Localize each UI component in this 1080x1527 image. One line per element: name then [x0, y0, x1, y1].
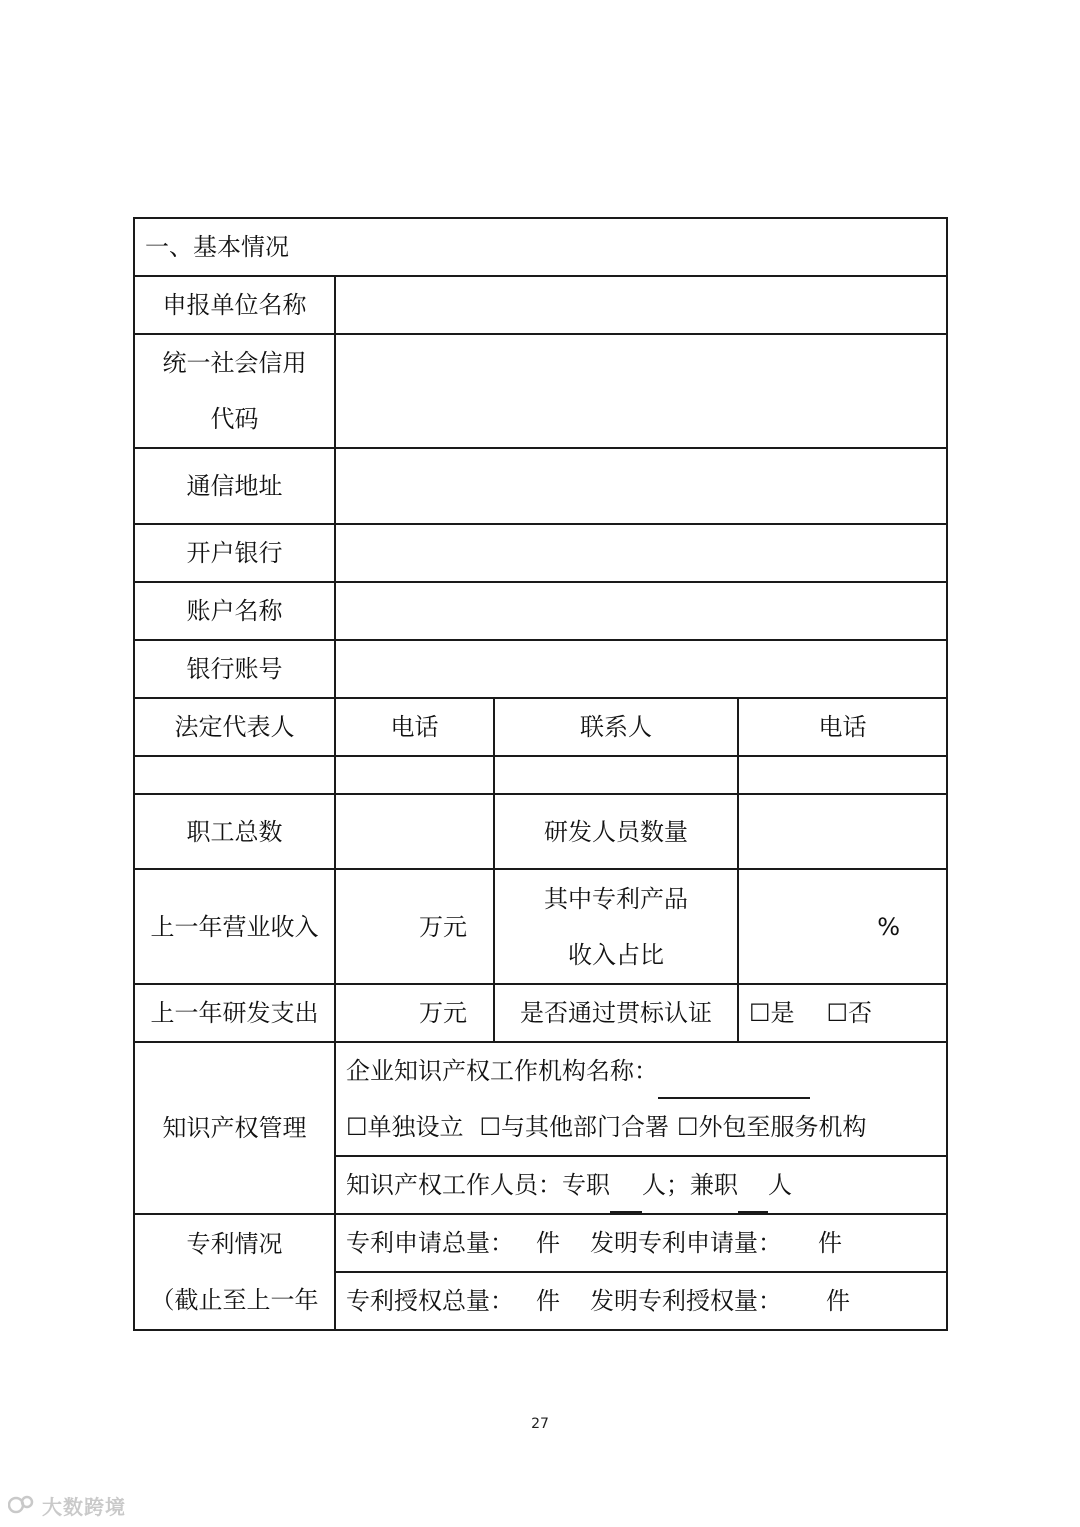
field-account-name[interactable]	[335, 582, 947, 640]
patent-grant-cell	[335, 1272, 947, 1330]
label-patent	[134, 1214, 335, 1330]
field-phone-1[interactable]	[335, 756, 494, 794]
label-revenue: 上一年营业收入	[134, 869, 335, 984]
label-invention-apply: 发明专利申请量：	[590, 1229, 782, 1257]
label-account-no: 银行账号	[134, 640, 335, 698]
patent-apply-cell	[335, 1214, 947, 1272]
label-credit-code	[134, 334, 335, 448]
label-rd-expense: 上一年研发支出	[134, 984, 335, 1042]
watermark-text: 大数跨境	[42, 1494, 126, 1519]
ip-org-cell	[335, 1042, 947, 1156]
label-patent-line1: 专利情况	[186, 1230, 283, 1258]
basic-info-form	[133, 217, 948, 1331]
invention-grant-unit: 件	[826, 1287, 850, 1315]
label-patent-ratio	[494, 869, 738, 984]
label-apply-total: 专利申请总量：	[346, 1229, 514, 1257]
cert-options	[738, 984, 947, 1042]
label-unit-name: 申报单位名称	[134, 276, 335, 334]
section-title: 一、基本情况	[134, 218, 947, 276]
field-account-no[interactable]	[335, 640, 947, 698]
label-address: 通信地址	[134, 448, 335, 524]
field-rd-staff[interactable]	[738, 794, 947, 869]
field-revenue[interactable]	[335, 869, 494, 984]
field-address[interactable]	[335, 448, 947, 524]
label-grant-total: 专利授权总量：	[346, 1287, 514, 1315]
opt-independent-checkbox[interactable]: ☐单独设立	[346, 1113, 464, 1141]
field-ip-org-name[interactable]	[658, 1059, 810, 1099]
label-ip-staff-suffix: 人	[768, 1171, 792, 1199]
cert-yes-checkbox[interactable]: ☐是	[749, 999, 795, 1027]
field-bank[interactable]	[335, 524, 947, 582]
field-patent-ratio[interactable]	[738, 869, 947, 984]
opt-joint-checkbox[interactable]: ☐与其他部门合署	[479, 1113, 670, 1141]
invention-apply-unit: 件	[818, 1229, 842, 1257]
page-number: 27	[531, 1416, 549, 1432]
label-invention-grant: 发明专利授权量：	[590, 1287, 782, 1315]
apply-total-unit: 件	[536, 1229, 560, 1257]
percent-sign: %	[877, 912, 900, 941]
field-credit-code[interactable]	[335, 334, 947, 448]
label-patent-ratio-line1: 其中专利产品	[544, 884, 688, 913]
label-patent-ratio-line2: 收入占比	[568, 940, 664, 969]
label-ip-staff: 知识产权工作人员：专职	[346, 1171, 610, 1199]
label-ip-mgmt: 知识产权管理	[134, 1042, 335, 1214]
label-credit-code-line2: 代码	[210, 405, 259, 433]
ip-staff-cell	[335, 1156, 947, 1214]
field-staff-total[interactable]	[335, 794, 494, 869]
label-credit-code-line1: 统一社会信用	[162, 349, 307, 377]
field-rd-expense[interactable]	[335, 984, 494, 1042]
label-bank: 开户银行	[134, 524, 335, 582]
label-cert: 是否通过贯标认证	[494, 984, 738, 1042]
label-rd-staff: 研发人员数量	[494, 794, 738, 869]
watermark	[8, 1490, 148, 1520]
opt-outsource-checkbox[interactable]: ☐外包至服务机构	[677, 1113, 867, 1141]
label-account-name: 账户名称	[134, 582, 335, 640]
rd-expense-unit: 万元	[419, 999, 467, 1027]
label-patent-line2: （截止至上一年	[150, 1286, 319, 1314]
label-phone-2: 电话	[738, 698, 947, 756]
watermark-logo-icon	[8, 1494, 36, 1516]
revenue-unit: 万元	[419, 912, 467, 941]
field-fulltime-count[interactable]	[610, 1173, 642, 1213]
field-contact[interactable]	[494, 756, 738, 794]
label-phone-1: 电话	[335, 698, 494, 756]
label-staff-total: 职工总数	[134, 794, 335, 869]
label-ip-staff-mid: 人；兼职	[642, 1171, 738, 1199]
cert-no-checkbox[interactable]: ☐否	[826, 999, 873, 1027]
field-unit-name[interactable]	[335, 276, 947, 334]
label-legal-rep: 法定代表人	[134, 698, 335, 756]
field-legal-rep[interactable]	[134, 756, 335, 794]
field-phone-2[interactable]	[738, 756, 947, 794]
grant-total-unit: 件	[536, 1287, 560, 1315]
label-contact: 联系人	[494, 698, 738, 756]
label-ip-org-name: 企业知识产权工作机构名称：	[346, 1057, 658, 1085]
field-parttime-count[interactable]	[738, 1173, 768, 1213]
